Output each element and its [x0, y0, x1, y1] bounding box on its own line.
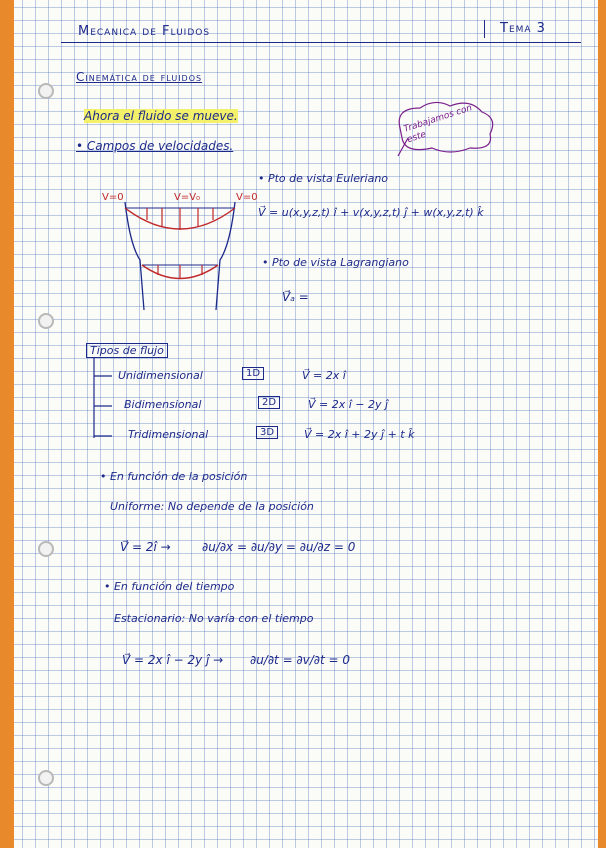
stationary-definition: Estacionario: No varía con el tiempo: [114, 612, 314, 625]
velocity-profile-diagram: [100, 190, 260, 320]
position-equation-left: V⃗ = 2î →: [120, 540, 171, 554]
flow-type-equation: V⃗ = 2x î: [302, 369, 346, 382]
time-equation-right: ∂u/∂t = ∂v/∂t = 0: [250, 653, 351, 667]
binder-hole: [38, 83, 54, 99]
binder-hole: [38, 770, 54, 786]
flow-type-equation: V⃗ = 2x î − 2y ĵ: [308, 398, 389, 411]
binder-hole: [38, 313, 54, 329]
time-equation-left: V⃗ = 2x î − 2y ĵ →: [122, 653, 224, 667]
position-heading: • En función de la posición: [100, 470, 248, 483]
header-divider: [484, 20, 485, 38]
lagrange-label: • Pto de vista Lagrangiano: [262, 256, 409, 269]
label-v-right: V=0: [236, 192, 258, 203]
velocity-fields-heading: • Campos de velocidades.: [76, 139, 234, 153]
intro-highlight: Ahora el fluido se mueve.: [84, 109, 238, 123]
flow-type-equation: V⃗ = 2x î + 2y ĵ + t k̂: [304, 428, 415, 441]
flow-type-tag: 2D: [258, 396, 280, 409]
label-v-center: V=V₀: [174, 192, 201, 203]
flow-types-title: Tipos de flujo: [86, 343, 168, 358]
flow-type-tag: 1D: [242, 367, 264, 380]
header-subject: Mecanica de Fluidos: [78, 24, 211, 39]
uniform-definition: Uniforme: No depende de la posición: [110, 500, 314, 513]
flow-type-tag: 3D: [256, 426, 278, 439]
label-v-left: V=0: [102, 192, 124, 203]
bubble-note: Trabajamos con este: [402, 103, 474, 146]
lagrange-equation: V⃗ₐ =: [282, 290, 309, 304]
position-equation-right: ∂u/∂x = ∂u/∂y = ∂u/∂z = 0: [202, 540, 356, 554]
header-rule: [61, 42, 581, 43]
flow-types-bracket: [88, 358, 118, 458]
header-topic: Tema 3: [500, 21, 546, 36]
section-title: Cinemática de fluidos: [76, 70, 203, 84]
euler-label: • Pto de vista Euleriano: [258, 172, 389, 185]
binder-hole: [38, 541, 54, 557]
euler-equation: V⃗ = u(x,y,z,t) î + v(x,y,z,t) ĵ + w(x,y,z,t) k̂: [258, 206, 484, 219]
flow-type-name: Bidimensional: [124, 398, 202, 411]
time-heading: • En función del tiempo: [104, 580, 235, 593]
flow-type-name: Tridimensional: [128, 428, 209, 441]
flow-type-name: Unidimensional: [118, 369, 203, 382]
notebook-page: [14, 0, 598, 848]
